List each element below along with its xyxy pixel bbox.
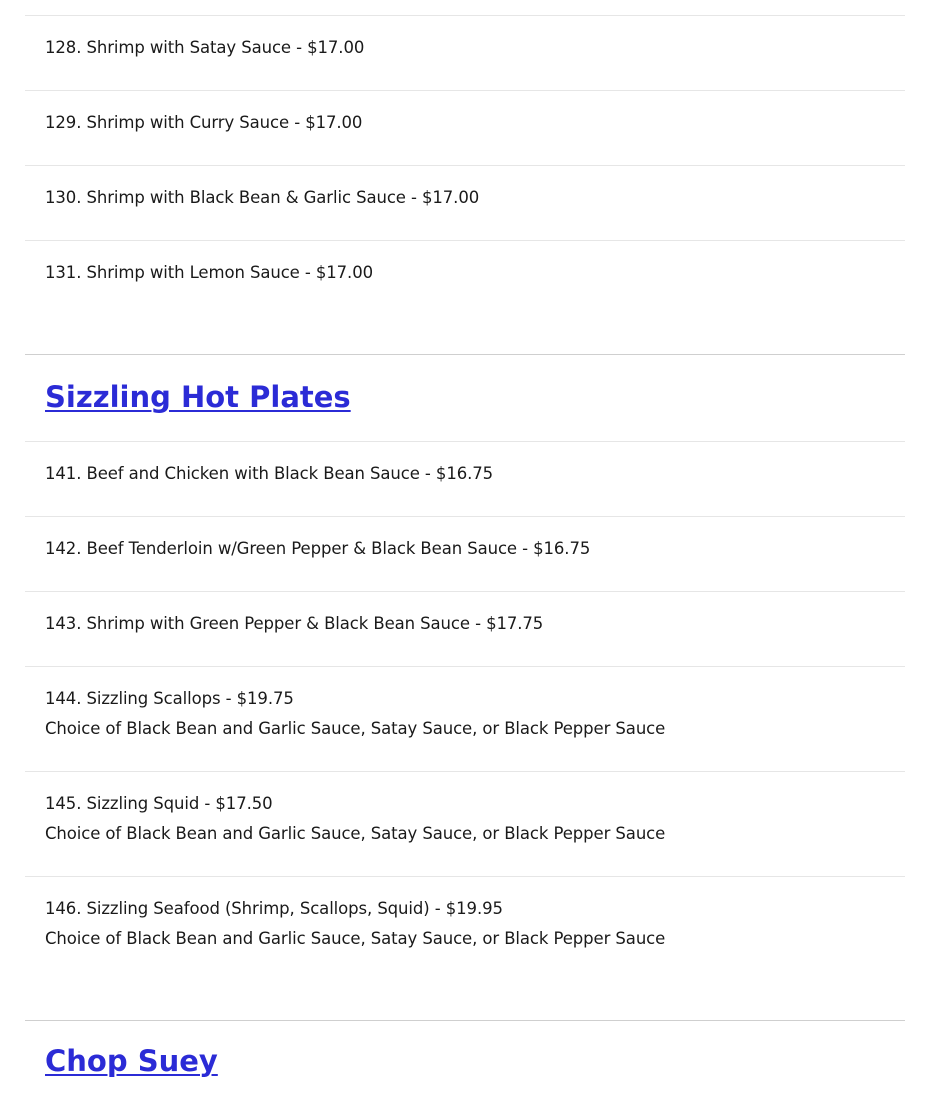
- menu-item-name: 128. Shrimp with Satay Sauce - $17.00: [45, 38, 365, 57]
- menu-item-note: Choice of Black Bean and Garlic Sauce, Satay Sauce, or Black Pepper Sauce: [45, 824, 666, 843]
- menu-item-name: 129. Shrimp with Curry Sauce - $17.00: [45, 113, 363, 132]
- menu-item-name: 131. Shrimp with Lemon Sauce - $17.00: [45, 263, 373, 282]
- menu-item-name: 142. Beef Tenderloin w/Green Pepper & Black Bean Sauce - $16.75: [45, 539, 591, 558]
- menu-item-name: 146. Sizzling Seafood (Shrimp, Scallops, Squid) - $19.95: [45, 899, 503, 918]
- menu-item-name: 141. Beef and Chicken with Black Bean Sauce - $16.75: [45, 464, 494, 483]
- menu-item-name: 145. Sizzling Squid - $17.50: [45, 794, 273, 813]
- menu-item-name: 130. Shrimp with Black Bean & Garlic Sauce - $17.00: [45, 188, 480, 207]
- menu-page: [25, 0, 905, 1107]
- menu-item-note: Choice of Black Bean and Garlic Sauce, Satay Sauce, or Black Pepper Sauce: [45, 929, 666, 948]
- menu-item: [25, 15, 905, 90]
- menu-item: [25, 771, 905, 876]
- section-title-chop-suey[interactable]: Chop Suey: [45, 1044, 218, 1078]
- menu-item: [25, 441, 905, 516]
- section-title-sizzling-hot-plates[interactable]: Sizzling Hot Plates: [45, 380, 351, 414]
- menu-item: [25, 666, 905, 771]
- menu-item: [25, 876, 905, 1020]
- section-header: [25, 355, 905, 441]
- section-header: [25, 1021, 905, 1107]
- menu-item: [25, 516, 905, 591]
- menu-item-name: 144. Sizzling Scallops - $19.75: [45, 689, 294, 708]
- menu-item: [25, 165, 905, 240]
- menu-item: [25, 90, 905, 165]
- menu-item-name: 143. Shrimp with Green Pepper & Black Bean Sauce - $17.75: [45, 614, 544, 633]
- menu-item-note: Choice of Black Bean and Garlic Sauce, Satay Sauce, or Black Pepper Sauce: [45, 719, 666, 738]
- menu-item: [25, 591, 905, 666]
- menu-item: [25, 240, 905, 354]
